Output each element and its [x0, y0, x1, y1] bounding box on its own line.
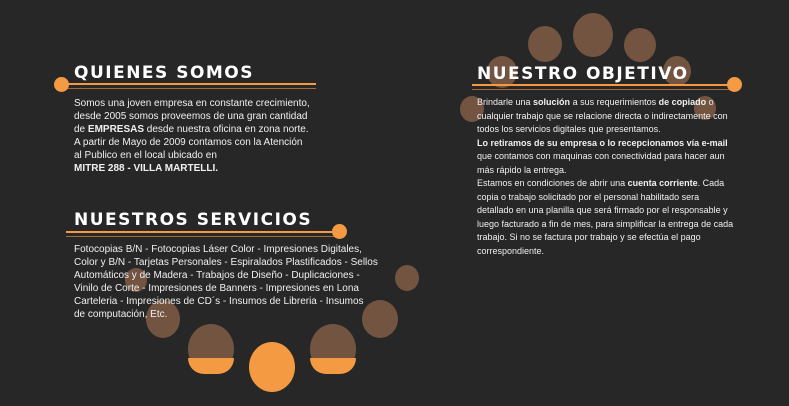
decorative-circle	[624, 28, 656, 62]
quienes-body	[74, 97, 310, 175]
objetivo-line: trabajo. Si no se factura por trabajo y se efectúa el pago	[477, 232, 701, 242]
quienes-line: al Publico en el local ubicado en	[74, 150, 217, 161]
quienes-title-text: QUIENES SOMOS	[74, 63, 255, 83]
quienes-address: MITRE 288 - VILLA MARTELLI.	[74, 163, 219, 174]
servicios-rule	[66, 231, 338, 233]
objetivo-line: correspondiente.	[477, 245, 545, 256]
servicios-body	[74, 243, 378, 321]
quienes-line: Somos una joven empresa en constante crecimiento,	[74, 98, 310, 109]
objetivo-rule	[472, 84, 736, 86]
quienes-rule-thin	[66, 88, 316, 89]
empresas-highlight: EMPRESAS	[87, 124, 145, 135]
objetivo-body	[477, 96, 733, 258]
decorative-circle	[528, 26, 562, 62]
decorative-circle	[395, 265, 419, 291]
decorative-circle	[573, 13, 613, 57]
quienes-line: desde 2005 somos proveemos de una gran cantidad	[74, 111, 308, 122]
servicios-line: Color y B/N - Tarjetas Personales - Espiralados Plastificados - Sellos	[74, 257, 378, 268]
decorative-circle-orange	[249, 342, 295, 392]
objetivo-line: Lo retiramos de su empresa o lo recepcionamos vía e-mail	[477, 137, 728, 148]
servicios-dot	[332, 224, 347, 239]
objetivo-line: que contamos con maquinas con conectividad para hacer aun	[477, 151, 725, 161]
objetivo-title	[477, 64, 689, 84]
servicios-line: Carteleria - Impresiones de CD´s - Insumos de Libreria - Insumos	[74, 296, 364, 307]
quienes-line-empresas: de EMPRESAS desde nuestra oficina en zona norte.	[74, 124, 309, 135]
decorative-circle-orange	[188, 358, 234, 374]
servicios-title-text: NUESTROS SERVICIOS	[74, 210, 313, 230]
servicios-line: Fotocopias B/N - Fotocopias Láser Color - Impresiones Digitales,	[74, 244, 362, 255]
objetivo-line: detallado en una planilla que será firmado por el responsable y	[477, 205, 728, 215]
servicios-line: de computación, Etc.	[74, 309, 168, 320]
objetivo-line: luego facturado a fin de mes, para simplificar la entrega de cada	[477, 218, 734, 229]
quienes-line: A partir de Mayo de 2009 contamos con la Atención	[74, 137, 303, 148]
quienes-rule	[66, 83, 316, 85]
quienes-title	[74, 63, 254, 83]
objetivo-dot	[727, 77, 742, 92]
objetivo-line: Estamos en condiciones de abrir una cuenta corriente. Cada	[477, 178, 725, 188]
servicios-line: Vinilo de Corte - Impresiones de Banners - Impresiones en Lona	[74, 283, 359, 294]
objetivo-line: todos los servicios digitales que presentamos.	[477, 124, 661, 134]
objetivo-rule-thin	[472, 89, 736, 90]
objetivo-title-text: NUESTRO OBJETIVO	[477, 64, 689, 84]
objetivo-line: cualquier trabajo que se relacione directa o indirectamente con	[477, 110, 728, 121]
servicios-line: Automáticos y de Madera - Trabajos de Diseño - Duplicaciones -	[74, 270, 360, 281]
decorative-circle-orange	[310, 358, 356, 374]
objetivo-line: más rápido la entrega.	[477, 164, 567, 175]
servicios-title	[74, 210, 312, 230]
objetivo-line: copia o trabajo solicitado por el personal habilitado sera	[477, 191, 700, 202]
servicios-rule-thin	[66, 236, 338, 237]
objetivo-line: Brindarle una solución a sus requerimientos de copiado o	[477, 97, 714, 107]
